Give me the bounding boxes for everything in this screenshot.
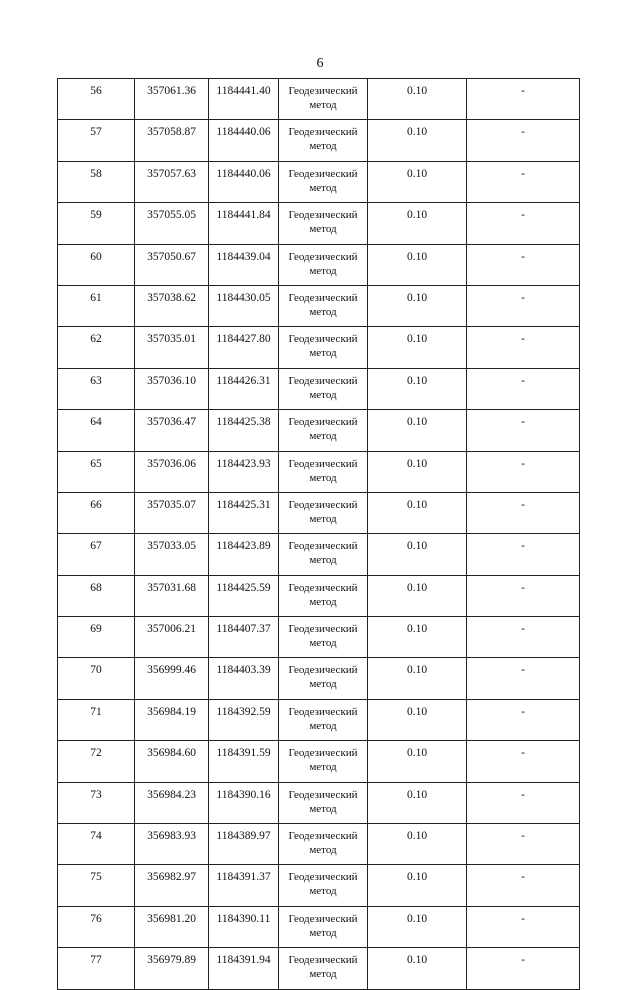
note-cell: - [467, 534, 580, 575]
method-line-1: Геодезический [288, 871, 358, 884]
method-cell [279, 244, 368, 285]
method-line-2: метод [309, 802, 337, 815]
y-coordinate-cell: 1184439.04 [209, 244, 279, 285]
method-line-2: метод [309, 512, 337, 525]
accuracy-cell: 0.10 [368, 865, 467, 906]
method-cell [279, 410, 368, 451]
method-cell [279, 824, 368, 865]
table-row [58, 575, 580, 616]
table-row [58, 492, 580, 533]
accuracy-cell: 0.10 [368, 948, 467, 989]
table-row [58, 327, 580, 368]
method-line-2: метод [309, 844, 337, 857]
y-coordinate-cell: 1184389.97 [209, 824, 279, 865]
method-line-1: Геодезический [288, 291, 358, 304]
method-cell [279, 658, 368, 699]
accuracy-cell: 0.10 [368, 534, 467, 575]
x-coordinate-cell: 356983.93 [135, 824, 209, 865]
y-coordinate-cell: 1184391.37 [209, 865, 279, 906]
accuracy-cell: 0.10 [368, 617, 467, 658]
method-line-1: Геодезический [288, 416, 358, 429]
accuracy-cell: 0.10 [368, 285, 467, 326]
method-line-1: Геодезический [288, 747, 358, 760]
y-coordinate-cell: 1184441.84 [209, 203, 279, 244]
method-cell [279, 285, 368, 326]
x-coordinate-cell: 357035.07 [135, 492, 209, 533]
accuracy-cell: 0.10 [368, 782, 467, 823]
y-coordinate-cell: 1184426.31 [209, 368, 279, 409]
table-row [58, 948, 580, 989]
table-row [58, 782, 580, 823]
point-number-cell: 62 [58, 327, 135, 368]
y-coordinate-cell: 1184390.11 [209, 906, 279, 947]
accuracy-cell: 0.10 [368, 699, 467, 740]
note-cell: - [467, 327, 580, 368]
method-line-2: метод [309, 99, 337, 111]
accuracy-cell: 0.10 [368, 244, 467, 285]
method-line-1: Геодезический [288, 664, 358, 677]
x-coordinate-cell: 356982.97 [135, 865, 209, 906]
y-coordinate-cell: 1184440.06 [209, 161, 279, 202]
y-coordinate-cell: 1184427.80 [209, 327, 279, 368]
method-line-2: метод [309, 885, 337, 898]
x-coordinate-cell: 356981.20 [135, 906, 209, 947]
note-cell: - [467, 699, 580, 740]
x-coordinate-cell: 357036.47 [135, 410, 209, 451]
method-line-1: Геодезический [288, 581, 358, 594]
note-cell: - [467, 244, 580, 285]
method-cell [279, 575, 368, 616]
method-line-1: Геодезический [288, 126, 358, 139]
method-line-1: Геодезический [288, 912, 358, 925]
coordinates-table-body [58, 79, 580, 990]
x-coordinate-cell: 357038.62 [135, 285, 209, 326]
note-cell: - [467, 617, 580, 658]
point-number-cell: 67 [58, 534, 135, 575]
coordinates-table [57, 78, 580, 990]
note-cell: - [467, 410, 580, 451]
x-coordinate-cell: 357031.68 [135, 575, 209, 616]
accuracy-cell: 0.10 [368, 161, 467, 202]
table-row [58, 741, 580, 782]
method-line-2: метод [309, 471, 337, 484]
point-number-cell: 65 [58, 451, 135, 492]
method-line-1: Геодезический [288, 623, 358, 636]
method-cell [279, 906, 368, 947]
method-cell [279, 203, 368, 244]
x-coordinate-cell: 357058.87 [135, 120, 209, 161]
note-cell: - [467, 79, 580, 120]
point-number-cell: 69 [58, 617, 135, 658]
method-line-2: метод [309, 388, 337, 401]
point-number-cell: 57 [58, 120, 135, 161]
y-coordinate-cell: 1184423.89 [209, 534, 279, 575]
method-line-1: Геодезический [288, 788, 358, 801]
method-line-2: метод [309, 719, 337, 732]
note-cell: - [467, 451, 580, 492]
method-line-1: Геодезический [288, 333, 358, 346]
y-coordinate-cell: 1184391.59 [209, 741, 279, 782]
accuracy-cell: 0.10 [368, 327, 467, 368]
note-cell: - [467, 948, 580, 989]
x-coordinate-cell: 356999.46 [135, 658, 209, 699]
method-line-1: Геодезический [288, 498, 358, 511]
x-coordinate-cell: 357036.10 [135, 368, 209, 409]
method-line-1: Геодезический [288, 954, 358, 967]
accuracy-cell: 0.10 [368, 741, 467, 782]
table-row [58, 906, 580, 947]
x-coordinate-cell: 357057.63 [135, 161, 209, 202]
point-number-cell: 68 [58, 575, 135, 616]
method-cell [279, 699, 368, 740]
note-cell: - [467, 368, 580, 409]
method-line-2: метод [309, 223, 337, 236]
method-line-1: Геодезический [288, 374, 358, 387]
method-line-1: Геодезический [288, 209, 358, 222]
method-line-2: метод [309, 140, 337, 153]
accuracy-cell: 0.10 [368, 658, 467, 699]
table-row [58, 244, 580, 285]
point-number-cell: 63 [58, 368, 135, 409]
method-cell [279, 161, 368, 202]
method-cell [279, 120, 368, 161]
x-coordinate-cell: 357035.01 [135, 327, 209, 368]
method-cell [279, 451, 368, 492]
method-cell [279, 368, 368, 409]
y-coordinate-cell: 1184423.93 [209, 451, 279, 492]
note-cell: - [467, 824, 580, 865]
table-row [58, 203, 580, 244]
method-line-1: Геодезический [288, 705, 358, 718]
table-row [58, 865, 580, 906]
method-line-1: Геодезический [288, 85, 358, 97]
note-cell: - [467, 575, 580, 616]
note-cell: - [467, 865, 580, 906]
point-number-cell: 60 [58, 244, 135, 285]
x-coordinate-cell: 357033.05 [135, 534, 209, 575]
x-coordinate-cell: 357061.36 [135, 79, 209, 120]
method-line-2: метод [309, 595, 337, 608]
note-cell: - [467, 658, 580, 699]
table-row [58, 451, 580, 492]
note-cell: - [467, 906, 580, 947]
y-coordinate-cell: 1184441.40 [209, 79, 279, 120]
y-coordinate-cell: 1184407.37 [209, 617, 279, 658]
point-number-cell: 71 [58, 699, 135, 740]
method-line-1: Геодезический [288, 457, 358, 470]
method-line-2: метод [309, 181, 337, 194]
accuracy-cell: 0.10 [368, 203, 467, 244]
point-number-cell: 77 [58, 948, 135, 989]
method-cell [279, 782, 368, 823]
accuracy-cell: 0.10 [368, 79, 467, 120]
table-row [58, 658, 580, 699]
x-coordinate-cell: 356984.60 [135, 741, 209, 782]
note-cell: - [467, 161, 580, 202]
method-line-2: метод [309, 968, 337, 981]
x-coordinate-cell: 357036.06 [135, 451, 209, 492]
x-coordinate-cell: 356984.19 [135, 699, 209, 740]
table-row [58, 285, 580, 326]
method-cell [279, 741, 368, 782]
point-number-cell: 74 [58, 824, 135, 865]
point-number-cell: 59 [58, 203, 135, 244]
accuracy-cell: 0.10 [368, 824, 467, 865]
x-coordinate-cell: 357055.05 [135, 203, 209, 244]
table-row [58, 120, 580, 161]
method-line-2: метод [309, 761, 337, 774]
table-row [58, 410, 580, 451]
point-number-cell: 58 [58, 161, 135, 202]
accuracy-cell: 0.10 [368, 451, 467, 492]
method-cell [279, 948, 368, 989]
note-cell: - [467, 203, 580, 244]
y-coordinate-cell: 1184425.31 [209, 492, 279, 533]
method-line-1: Геодезический [288, 167, 358, 180]
point-number-cell: 64 [58, 410, 135, 451]
method-line-2: метод [309, 347, 337, 360]
method-line-2: метод [309, 305, 337, 318]
point-number-cell: 56 [58, 79, 135, 120]
page-number: 6 [316, 56, 324, 71]
x-coordinate-cell: 357006.21 [135, 617, 209, 658]
y-coordinate-cell: 1184391.94 [209, 948, 279, 989]
accuracy-cell: 0.10 [368, 575, 467, 616]
point-number-cell: 66 [58, 492, 135, 533]
method-line-1: Геодезический [288, 250, 358, 263]
y-coordinate-cell: 1184425.59 [209, 575, 279, 616]
point-number-cell: 61 [58, 285, 135, 326]
y-coordinate-cell: 1184440.06 [209, 120, 279, 161]
method-cell [279, 617, 368, 658]
note-cell: - [467, 782, 580, 823]
note-cell: - [467, 492, 580, 533]
method-line-2: метод [309, 554, 337, 567]
method-cell [279, 492, 368, 533]
method-line-2: метод [309, 678, 337, 691]
note-cell: - [467, 285, 580, 326]
point-number-cell: 76 [58, 906, 135, 947]
method-line-1: Геодезический [288, 830, 358, 843]
y-coordinate-cell: 1184403.39 [209, 658, 279, 699]
table-row [58, 79, 580, 120]
table-row [58, 368, 580, 409]
note-cell: - [467, 120, 580, 161]
accuracy-cell: 0.10 [368, 120, 467, 161]
method-cell [279, 534, 368, 575]
point-number-cell: 70 [58, 658, 135, 699]
method-line-2: метод [309, 637, 337, 650]
method-line-2: метод [309, 430, 337, 443]
y-coordinate-cell: 1184430.05 [209, 285, 279, 326]
table-row [58, 617, 580, 658]
method-cell [279, 79, 368, 120]
point-number-cell: 73 [58, 782, 135, 823]
y-coordinate-cell: 1184392.59 [209, 699, 279, 740]
x-coordinate-cell: 356984.23 [135, 782, 209, 823]
point-number-cell: 75 [58, 865, 135, 906]
table-row [58, 824, 580, 865]
point-number-cell: 72 [58, 741, 135, 782]
y-coordinate-cell: 1184390.16 [209, 782, 279, 823]
note-cell: - [467, 741, 580, 782]
y-coordinate-cell: 1184425.38 [209, 410, 279, 451]
x-coordinate-cell: 357050.67 [135, 244, 209, 285]
x-coordinate-cell: 356979.89 [135, 948, 209, 989]
accuracy-cell: 0.10 [368, 906, 467, 947]
accuracy-cell: 0.10 [368, 492, 467, 533]
table-row [58, 699, 580, 740]
table-row [58, 534, 580, 575]
method-cell [279, 327, 368, 368]
accuracy-cell: 0.10 [368, 368, 467, 409]
method-line-2: метод [309, 264, 337, 277]
method-line-2: метод [309, 926, 337, 939]
method-line-1: Геодезический [288, 540, 358, 553]
accuracy-cell: 0.10 [368, 410, 467, 451]
method-cell [279, 865, 368, 906]
table-row [58, 161, 580, 202]
